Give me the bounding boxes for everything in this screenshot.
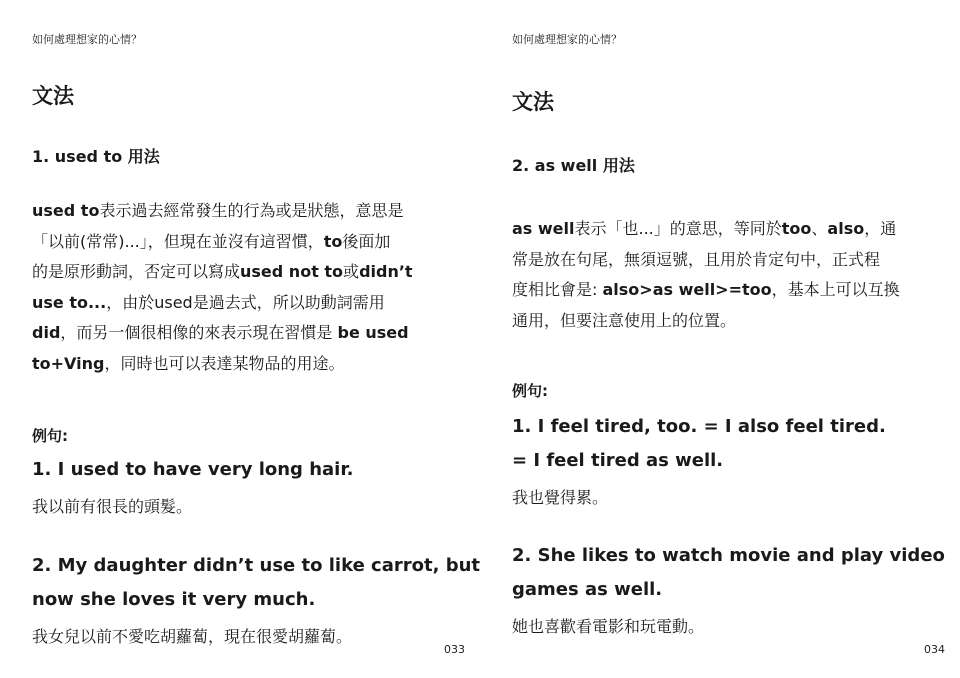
bold-term: too — [781, 219, 812, 238]
paragraph-line — [512, 306, 900, 337]
paragraph-line — [32, 257, 413, 288]
bold-term: to — [323, 231, 343, 251]
bold-term: also>as well>=too — [602, 280, 772, 299]
text-run: 表示過去經常發生的行為或是狀態，意思是 — [99, 201, 404, 220]
paragraph-line — [512, 245, 900, 276]
example-2-english-line-2: now she loves it very much. — [32, 589, 316, 610]
example-1-english-line-1: 1. I feel tired, too. = I also feel tired. — [512, 416, 886, 437]
bold-term: to+Ving — [32, 353, 105, 373]
example-1-chinese: 我也覺得累。 — [512, 488, 609, 507]
section-title: 2. as well 用法 — [512, 156, 635, 175]
example-1-english: 1. I used to have very long hair. — [32, 459, 354, 480]
bold-term: be used — [337, 323, 409, 342]
example-label: 例句: — [512, 382, 548, 400]
text-run: ，由於used是過去式，所以助動詞需用 — [106, 292, 385, 312]
bold-term: as well — [512, 219, 575, 238]
bold-term: use to... — [32, 292, 107, 312]
page-number: 034 — [924, 643, 945, 656]
paragraph-line — [512, 275, 900, 306]
text-run: ，而另一個很相像的來表示現在習慣是 — [60, 323, 338, 342]
text-run: 或 — [343, 262, 360, 281]
running-header: 如何處理想家的心情？ — [32, 33, 142, 46]
example-1-chinese: 我以前有很長的頭髮。 — [32, 497, 193, 516]
explanation-paragraph — [32, 196, 413, 379]
example-2-chinese: 她也喜歡看電影和玩電動。 — [512, 617, 705, 636]
text-run: ，基本上可以互換 — [771, 280, 900, 299]
page-title: 文法 — [512, 90, 554, 114]
bold-term: did — [32, 323, 61, 342]
example-2-english-line-1: 2. My daughter didn’t use to like carrot, but — [32, 555, 480, 576]
paragraph-line — [32, 227, 413, 258]
text-run: 通用，但要注意使用上的位置。 — [512, 310, 737, 330]
example-2-english-line-1: 2. She likes to watch movie and play video — [512, 545, 945, 566]
bold-term: used not to — [240, 262, 344, 281]
paragraph-line — [512, 214, 900, 245]
example-2-chinese: 我女兒以前不愛吃胡蘿蔔，現在很愛胡蘿蔔。 — [32, 627, 353, 646]
bold-term: also — [827, 219, 865, 238]
text-run: 「以前(常常)...」，但現在並沒有這習慣， — [32, 231, 324, 251]
paragraph-line — [32, 196, 413, 227]
page-title: 文法 — [32, 84, 74, 108]
example-1-english-line-2: = I feel tired as well. — [512, 450, 724, 471]
example-label: 例句: — [32, 427, 68, 445]
text-run: ，同時也可以表達某物品的用途。 — [104, 353, 345, 373]
bold-term: used to — [32, 201, 100, 220]
text-run: 常是放在句尾，無須逗號，且用於肯定句中，正式程 — [512, 249, 881, 269]
text-run: ，通 — [864, 219, 897, 238]
explanation-paragraph — [512, 214, 900, 336]
text-run: 、 — [811, 219, 828, 238]
running-header: 如何處理想家的心情？ — [512, 33, 622, 46]
text-run: 的是原形動詞，否定可以寫成 — [32, 262, 241, 281]
bold-term: didn’t — [359, 262, 413, 281]
example-2-english-line-2: games as well. — [512, 579, 663, 600]
text-run: 表示「也...」的意思，等同於 — [574, 219, 782, 238]
text-run: 度相比會是: — [512, 280, 603, 299]
page-number: 033 — [444, 643, 465, 656]
section-title: 1. used to 用法 — [32, 147, 160, 166]
right-page — [480, 0, 960, 678]
paragraph-line — [32, 288, 413, 319]
text-run: 後面加 — [342, 231, 391, 251]
paragraph-line — [32, 318, 413, 349]
paragraph-line — [32, 349, 413, 380]
